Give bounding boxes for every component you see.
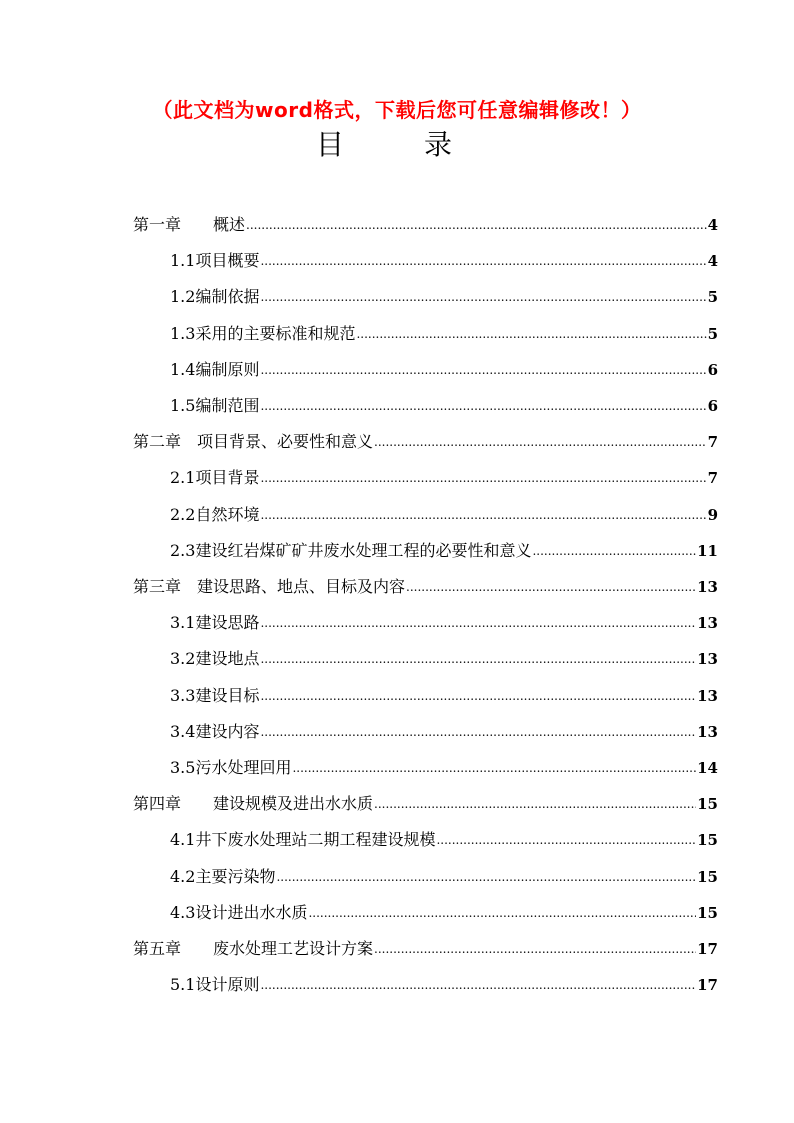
toc-page-number: 5: [707, 325, 718, 343]
toc-leader-dots: [276, 870, 696, 884]
toc-entry-label: 4.1井下废水处理站二期工程建设规模: [170, 830, 436, 849]
toc-section-entry[interactable]: [170, 392, 718, 416]
toc-chapter-entry[interactable]: [133, 935, 718, 959]
toc-leader-dots: [260, 254, 706, 268]
toc-page-number: 15: [697, 904, 718, 922]
toc-entry-label: 第五章 废水处理工艺设计方案: [133, 939, 374, 958]
toc-leader-dots: [260, 689, 696, 703]
toc-section-entry[interactable]: [170, 899, 718, 923]
toc-page-number: 15: [697, 831, 718, 849]
toc-leader-dots: [356, 327, 706, 341]
toc-section-entry[interactable]: [170, 609, 718, 633]
toc-section-entry[interactable]: [170, 718, 718, 742]
toc-leader-dots: [292, 761, 696, 775]
toc-entry-label: 第二章 项目背景、必要性和意义: [133, 432, 374, 451]
toc-page-number: 7: [707, 433, 718, 451]
toc-page-number: 4: [707, 252, 718, 270]
toc-chapter-entry[interactable]: [133, 428, 718, 452]
toc-entry-label: 第一章 概述: [133, 215, 246, 234]
toc-leader-dots: [246, 218, 707, 232]
toc-leader-dots: [260, 290, 706, 304]
toc-page-number: 6: [707, 361, 718, 379]
toc-entry-label: 2.3建设红岩煤矿矿井废水处理工程的必要性和意义: [170, 541, 532, 560]
toc-page-number: 15: [697, 795, 718, 813]
toc-page-number: 13: [697, 578, 718, 596]
toc-page-number: 17: [697, 976, 718, 994]
toc-leader-dots: [260, 399, 706, 413]
toc-section-entry[interactable]: [170, 826, 718, 850]
toc-section-entry[interactable]: [170, 283, 718, 307]
toc-section-entry[interactable]: [170, 320, 718, 344]
toc-page-number: 17: [697, 940, 718, 958]
toc-section-entry[interactable]: [170, 682, 718, 706]
toc-entry-label: 3.3建设目标: [170, 686, 260, 705]
toc-section-entry[interactable]: [170, 501, 718, 525]
toc-leader-dots: [374, 942, 696, 956]
toc-section-entry[interactable]: [170, 971, 718, 995]
toc-leader-dots: [260, 363, 706, 377]
toc-page-number: 6: [707, 397, 718, 415]
toc-section-entry[interactable]: [170, 645, 718, 669]
toc-entry-label: 3.2建设地点: [170, 649, 260, 668]
toc-section-entry[interactable]: [170, 754, 718, 778]
toc-page-number: 11: [697, 542, 718, 560]
toc-entry-label: 4.2主要污染物: [170, 867, 276, 886]
toc-leader-dots: [260, 616, 696, 630]
toc-section-entry[interactable]: [170, 247, 718, 271]
toc-entry-label: 1.3采用的主要标准和规范: [170, 324, 356, 343]
toc-leader-dots: [374, 797, 696, 811]
toc-entry-label: 1.5编制范围: [170, 396, 260, 415]
toc-entry-label: 3.4建设内容: [170, 722, 260, 741]
toc-section-entry[interactable]: [170, 863, 718, 887]
toc-entry-label: 4.3设计进出水水质: [170, 903, 308, 922]
toc-entry-label: 5.1设计原则: [170, 975, 260, 994]
toc-leader-dots: [406, 580, 696, 594]
toc-leader-dots: [260, 725, 696, 739]
toc-entry-label: 第三章 建设思路、地点、目标及内容: [133, 577, 406, 596]
toc-page-number: 7: [707, 469, 718, 487]
toc-page-number: 13: [697, 650, 718, 668]
toc-entry-label: 第四章 建设规模及进出水水质: [133, 794, 374, 813]
toc-page-number: 13: [697, 687, 718, 705]
toc-leader-dots: [260, 471, 706, 485]
toc-page-number: 14: [697, 759, 718, 777]
toc-chapter-entry[interactable]: [133, 573, 718, 597]
toc-page-number: 13: [697, 723, 718, 741]
toc-entry-label: 1.4编制原则: [170, 360, 260, 379]
toc-entry-label: 1.1项目概要: [170, 251, 260, 270]
toc-leader-dots: [260, 978, 696, 992]
toc-entry-label: 1.2编制依据: [170, 287, 260, 306]
toc-section-entry[interactable]: [170, 537, 718, 561]
toc-section-entry[interactable]: [170, 464, 718, 488]
toc-chapter-entry[interactable]: [133, 790, 718, 814]
toc-leader-dots: [260, 652, 696, 666]
toc-leader-dots: [308, 906, 696, 920]
toc-entry-label: 3.1建设思路: [170, 613, 260, 632]
toc-entry-label: 2.2自然环境: [170, 505, 260, 524]
toc-leader-dots: [532, 544, 696, 558]
toc-section-entry[interactable]: [170, 356, 718, 380]
format-notice: （此文档为word格式，下载后您可任意编辑修改！）: [152, 98, 642, 122]
toc-leader-dots: [436, 833, 696, 847]
toc-entry-label: 3.5污水处理回用: [170, 758, 292, 777]
toc-leader-dots: [374, 435, 707, 449]
toc-page-number: 13: [697, 614, 718, 632]
toc-title: 目 录: [315, 128, 478, 161]
toc-page-number: 9: [707, 506, 718, 524]
toc-page-number: 4: [707, 216, 718, 234]
toc-leader-dots: [260, 508, 706, 522]
toc-page-number: 15: [697, 868, 718, 886]
toc-entry-label: 2.1项目背景: [170, 468, 260, 487]
toc-page-number: 5: [707, 288, 718, 306]
toc-chapter-entry[interactable]: [133, 211, 718, 235]
